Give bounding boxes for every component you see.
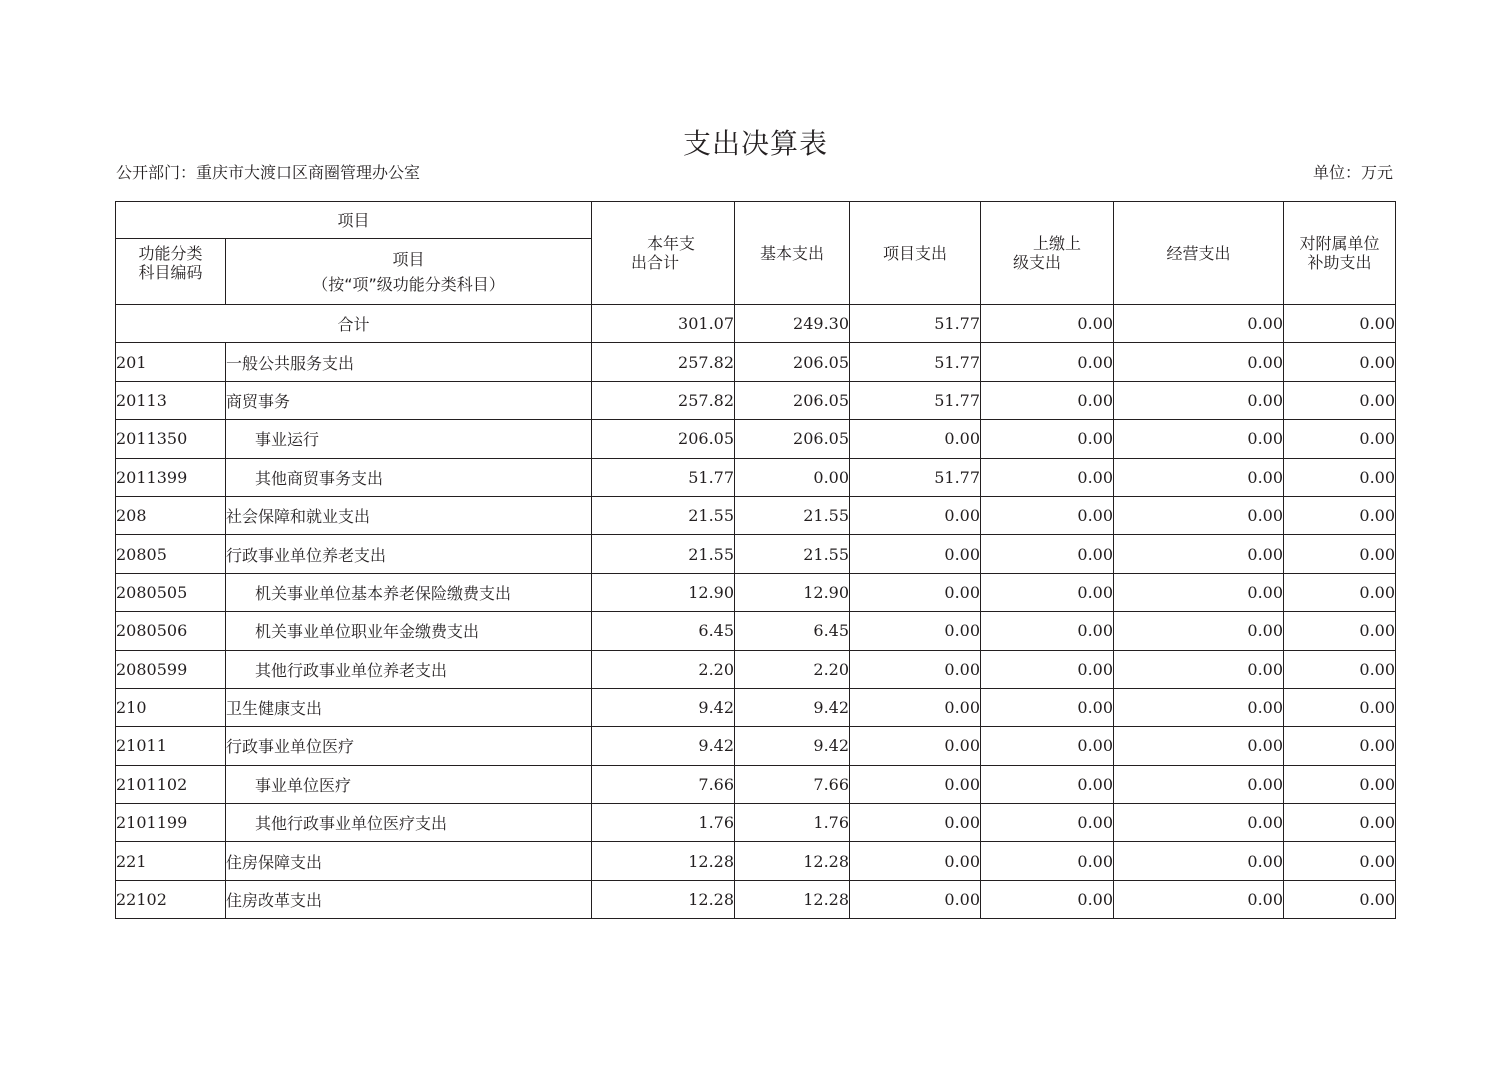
row-value-upper: 0.00 bbox=[981, 573, 1114, 611]
row-value-total: 12.90 bbox=[592, 573, 735, 611]
row-value-basic: 12.28 bbox=[735, 842, 850, 880]
row-value-total: 21.55 bbox=[592, 496, 735, 534]
header-upper-line2: 级支出 bbox=[1013, 253, 1062, 272]
header-subsidy-line1: 对附属单位 bbox=[1299, 234, 1380, 253]
total-label: 合计 bbox=[116, 305, 592, 343]
department-label: 公开部门：重庆市大渡口区商圈管理办公室 bbox=[116, 163, 421, 182]
expenditure-table bbox=[115, 201, 1396, 919]
row-value-basic: 0.00 bbox=[735, 458, 850, 496]
row-value-total: 206.05 bbox=[592, 420, 735, 458]
header-business: 经营支出 bbox=[1114, 202, 1284, 305]
row-name: 住房改革支出 bbox=[226, 880, 592, 918]
total-value-basic: 249.30 bbox=[735, 305, 850, 343]
row-value-total: 2.20 bbox=[592, 650, 735, 688]
row-value-upper: 0.00 bbox=[981, 612, 1114, 650]
row-value-project: 0.00 bbox=[850, 496, 981, 534]
row-value-project: 0.00 bbox=[850, 880, 981, 918]
row-name: 其他行政事业单位养老支出 bbox=[226, 650, 592, 688]
row-value-project: 0.00 bbox=[850, 842, 981, 880]
header-code-line1: 功能分类 bbox=[138, 244, 203, 263]
row-name: 行政事业单位养老支出 bbox=[226, 535, 592, 573]
row-value-business: 0.00 bbox=[1114, 688, 1284, 726]
row-value-basic: 2.20 bbox=[735, 650, 850, 688]
row-value-subsidy: 0.00 bbox=[1284, 573, 1396, 611]
row-value-subsidy: 0.00 bbox=[1284, 420, 1396, 458]
row-value-project: 0.00 bbox=[850, 420, 981, 458]
row-value-subsidy: 0.00 bbox=[1284, 343, 1396, 381]
header-total-line2: 出合计 bbox=[631, 253, 680, 272]
row-value-upper: 0.00 bbox=[981, 650, 1114, 688]
row-value-business: 0.00 bbox=[1114, 842, 1284, 880]
row-value-business: 0.00 bbox=[1114, 650, 1284, 688]
row-name: 社会保障和就业支出 bbox=[226, 496, 592, 534]
row-value-business: 0.00 bbox=[1114, 727, 1284, 765]
row-code: 22102 bbox=[116, 880, 226, 918]
row-code: 210 bbox=[116, 688, 226, 726]
total-value-business: 0.00 bbox=[1114, 305, 1284, 343]
row-value-subsidy: 0.00 bbox=[1284, 842, 1396, 880]
row-value-upper: 0.00 bbox=[981, 496, 1114, 534]
row-value-upper: 0.00 bbox=[981, 842, 1114, 880]
row-name: 行政事业单位医疗 bbox=[226, 727, 592, 765]
row-value-basic: 9.42 bbox=[735, 727, 850, 765]
row-value-project: 51.77 bbox=[850, 343, 981, 381]
table-row bbox=[116, 420, 1396, 458]
header-project-group: 项目 bbox=[116, 202, 592, 239]
row-value-subsidy: 0.00 bbox=[1284, 458, 1396, 496]
row-value-basic: 21.55 bbox=[735, 496, 850, 534]
row-name: 商贸事务 bbox=[226, 381, 592, 419]
row-value-basic: 9.42 bbox=[735, 688, 850, 726]
row-value-total: 1.76 bbox=[592, 804, 735, 842]
row-value-upper: 0.00 bbox=[981, 458, 1114, 496]
row-value-total: 257.82 bbox=[592, 343, 735, 381]
row-value-project: 0.00 bbox=[850, 612, 981, 650]
row-value-project: 0.00 bbox=[850, 765, 981, 803]
row-value-basic: 206.05 bbox=[735, 381, 850, 419]
row-code: 201 bbox=[116, 343, 226, 381]
table-row bbox=[116, 727, 1396, 765]
row-value-total: 7.66 bbox=[592, 765, 735, 803]
row-value-basic: 21.55 bbox=[735, 535, 850, 573]
header-name bbox=[226, 239, 592, 305]
row-code: 2101199 bbox=[116, 804, 226, 842]
row-value-total: 21.55 bbox=[592, 535, 735, 573]
row-value-upper: 0.00 bbox=[981, 381, 1114, 419]
row-value-business: 0.00 bbox=[1114, 765, 1284, 803]
row-value-upper: 0.00 bbox=[981, 765, 1114, 803]
row-value-basic: 6.45 bbox=[735, 612, 850, 650]
total-value-total: 301.07 bbox=[592, 305, 735, 343]
unit-label: 单位：万元 bbox=[1312, 163, 1393, 182]
header-project: 项目支出 bbox=[850, 202, 981, 305]
header-basic: 基本支出 bbox=[735, 202, 850, 305]
header-upper-line1: 上缴上 bbox=[1033, 234, 1082, 253]
row-value-subsidy: 0.00 bbox=[1284, 880, 1396, 918]
row-name: 其他行政事业单位医疗支出 bbox=[226, 804, 592, 842]
total-value-upper: 0.00 bbox=[981, 305, 1114, 343]
row-value-business: 0.00 bbox=[1114, 381, 1284, 419]
row-code: 2080505 bbox=[116, 573, 226, 611]
row-code: 2101102 bbox=[116, 765, 226, 803]
row-value-project: 51.77 bbox=[850, 458, 981, 496]
row-value-total: 12.28 bbox=[592, 880, 735, 918]
row-value-business: 0.00 bbox=[1114, 880, 1284, 918]
table-row bbox=[116, 688, 1396, 726]
row-code: 2080599 bbox=[116, 650, 226, 688]
row-value-subsidy: 0.00 bbox=[1284, 650, 1396, 688]
total-row bbox=[116, 305, 1396, 343]
row-value-project: 0.00 bbox=[850, 573, 981, 611]
row-name: 其他商贸事务支出 bbox=[226, 458, 592, 496]
table-row bbox=[116, 650, 1396, 688]
table-row bbox=[116, 496, 1396, 534]
header-subsidy bbox=[1284, 202, 1396, 305]
row-code: 21011 bbox=[116, 727, 226, 765]
row-value-upper: 0.00 bbox=[981, 804, 1114, 842]
row-value-subsidy: 0.00 bbox=[1284, 765, 1396, 803]
header-name-line2: （按“项”级功能分类科目） bbox=[312, 274, 505, 294]
row-value-subsidy: 0.00 bbox=[1284, 496, 1396, 534]
row-value-upper: 0.00 bbox=[981, 343, 1114, 381]
table-body bbox=[116, 305, 1396, 919]
row-value-total: 9.42 bbox=[592, 727, 735, 765]
row-value-business: 0.00 bbox=[1114, 804, 1284, 842]
row-value-basic: 206.05 bbox=[735, 343, 850, 381]
row-value-basic: 12.28 bbox=[735, 880, 850, 918]
row-value-project: 0.00 bbox=[850, 650, 981, 688]
row-name: 一般公共服务支出 bbox=[226, 343, 592, 381]
row-value-subsidy: 0.00 bbox=[1284, 688, 1396, 726]
header-total-line1: 本年支 bbox=[647, 234, 696, 253]
row-value-total: 51.77 bbox=[592, 458, 735, 496]
row-value-subsidy: 0.00 bbox=[1284, 804, 1396, 842]
row-code: 2080506 bbox=[116, 612, 226, 650]
row-value-total: 257.82 bbox=[592, 381, 735, 419]
header-subsidy-line2: 补助支出 bbox=[1307, 253, 1372, 272]
row-value-project: 0.00 bbox=[850, 688, 981, 726]
row-code: 2011350 bbox=[116, 420, 226, 458]
page-title: 支出决算表 bbox=[682, 127, 828, 160]
row-value-business: 0.00 bbox=[1114, 573, 1284, 611]
row-value-business: 0.00 bbox=[1114, 420, 1284, 458]
row-value-basic: 12.90 bbox=[735, 573, 850, 611]
row-name: 事业单位医疗 bbox=[226, 765, 592, 803]
header-code-line2: 科目编码 bbox=[138, 263, 203, 282]
row-value-project: 0.00 bbox=[850, 804, 981, 842]
row-name: 事业运行 bbox=[226, 420, 592, 458]
row-name: 机关事业单位基本养老保险缴费支出 bbox=[226, 573, 592, 611]
row-name: 机关事业单位职业年金缴费支出 bbox=[226, 612, 592, 650]
row-code: 20113 bbox=[116, 381, 226, 419]
row-value-business: 0.00 bbox=[1114, 496, 1284, 534]
row-value-subsidy: 0.00 bbox=[1284, 727, 1396, 765]
row-value-business: 0.00 bbox=[1114, 343, 1284, 381]
table-row bbox=[116, 765, 1396, 803]
row-value-project: 51.77 bbox=[850, 381, 981, 419]
table-row bbox=[116, 343, 1396, 381]
row-value-business: 0.00 bbox=[1114, 612, 1284, 650]
row-value-business: 0.00 bbox=[1114, 458, 1284, 496]
row-value-subsidy: 0.00 bbox=[1284, 381, 1396, 419]
header-name-line1: 项目 bbox=[392, 249, 425, 269]
row-value-total: 12.28 bbox=[592, 842, 735, 880]
row-value-subsidy: 0.00 bbox=[1284, 535, 1396, 573]
row-value-upper: 0.00 bbox=[981, 688, 1114, 726]
table-row bbox=[116, 842, 1396, 880]
total-value-project: 51.77 bbox=[850, 305, 981, 343]
table-row bbox=[116, 804, 1396, 842]
header-total bbox=[592, 202, 735, 305]
row-value-subsidy: 0.00 bbox=[1284, 612, 1396, 650]
row-value-total: 6.45 bbox=[592, 612, 735, 650]
row-value-basic: 206.05 bbox=[735, 420, 850, 458]
table-row bbox=[116, 458, 1396, 496]
row-value-upper: 0.00 bbox=[981, 880, 1114, 918]
row-name: 卫生健康支出 bbox=[226, 688, 592, 726]
row-value-basic: 1.76 bbox=[735, 804, 850, 842]
table-header bbox=[116, 202, 1396, 305]
row-value-basic: 7.66 bbox=[735, 765, 850, 803]
table-row bbox=[116, 573, 1396, 611]
table-row bbox=[116, 612, 1396, 650]
row-code: 208 bbox=[116, 496, 226, 534]
header-upper bbox=[981, 202, 1114, 305]
row-value-upper: 0.00 bbox=[981, 420, 1114, 458]
row-code: 221 bbox=[116, 842, 226, 880]
row-value-upper: 0.00 bbox=[981, 535, 1114, 573]
table-row bbox=[116, 381, 1396, 419]
row-code: 2011399 bbox=[116, 458, 226, 496]
table-row bbox=[116, 535, 1396, 573]
header-code bbox=[116, 239, 226, 305]
row-code: 20805 bbox=[116, 535, 226, 573]
row-name: 住房保障支出 bbox=[226, 842, 592, 880]
row-value-upper: 0.00 bbox=[981, 727, 1114, 765]
table-row bbox=[116, 880, 1396, 918]
total-value-subsidy: 0.00 bbox=[1284, 305, 1396, 343]
row-value-project: 0.00 bbox=[850, 535, 981, 573]
row-value-business: 0.00 bbox=[1114, 535, 1284, 573]
row-value-total: 9.42 bbox=[592, 688, 735, 726]
row-value-project: 0.00 bbox=[850, 727, 981, 765]
